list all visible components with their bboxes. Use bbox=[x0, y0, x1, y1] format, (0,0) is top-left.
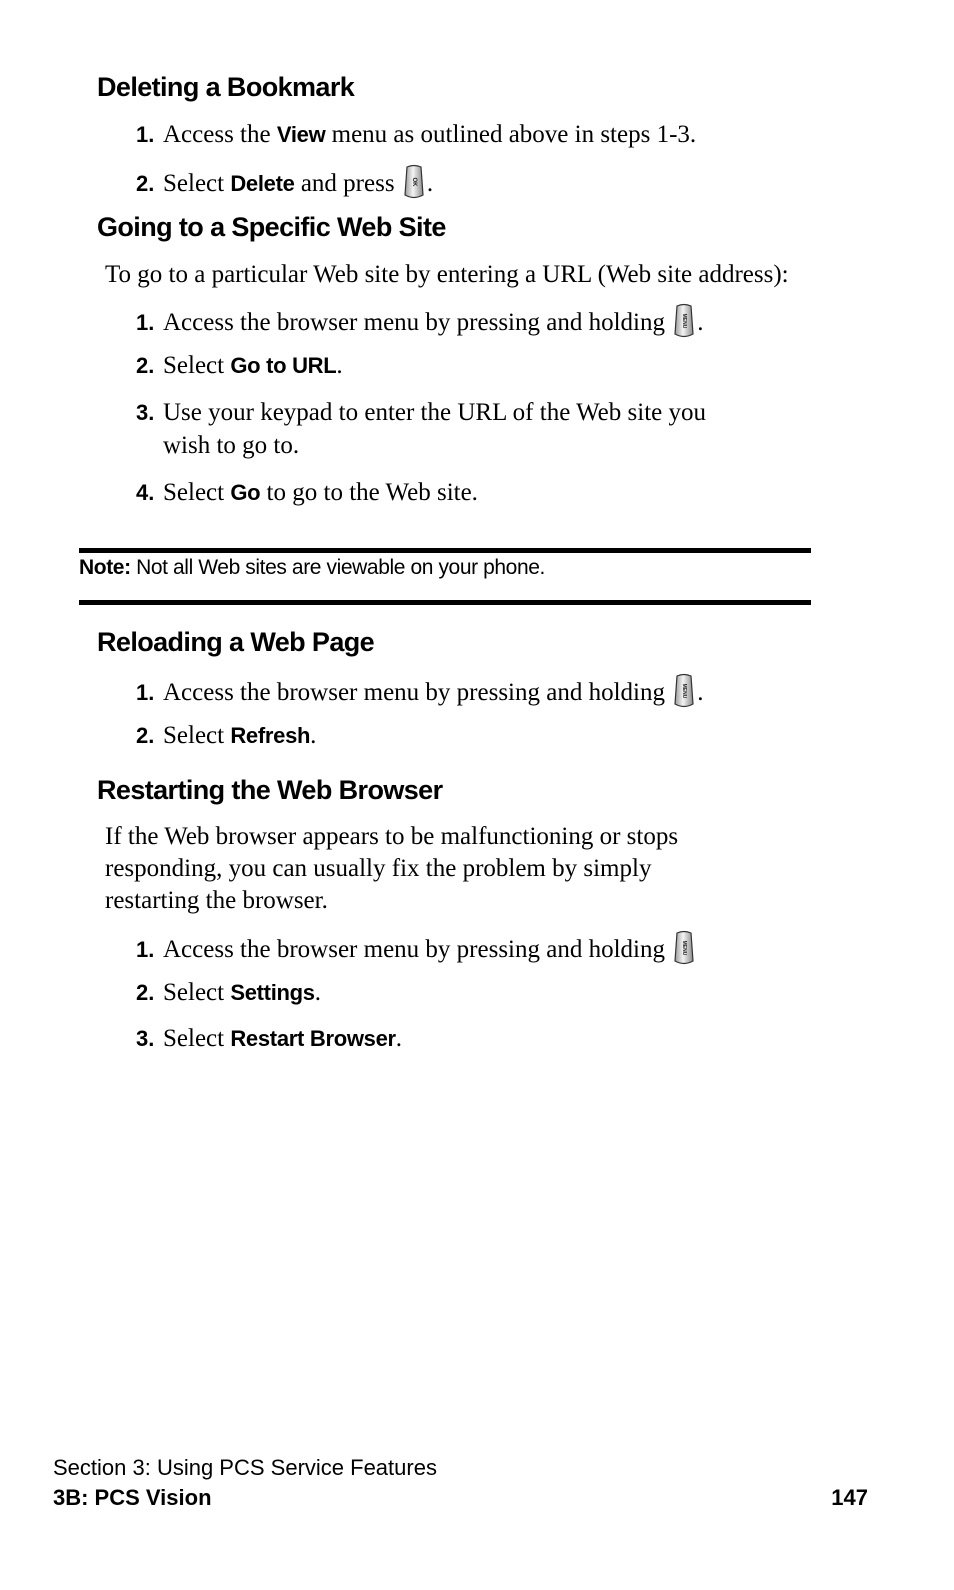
footer-chapter: 3B: PCS Vision bbox=[53, 1485, 212, 1510]
page-number: 147 bbox=[831, 1485, 868, 1510]
goto-step-1: 1. Access the browser menu by pressing and holding MENU . bbox=[136, 303, 806, 339]
restart-step-2: 2. Select Settings. bbox=[136, 979, 321, 1006]
restart-step-3: 3. Select Restart Browser. bbox=[136, 1025, 403, 1052]
reload-step-1: 1. Access the browser menu by pressing and holding MENU . bbox=[136, 673, 806, 709]
reload-step-2: 2. Select Refresh. bbox=[136, 722, 317, 749]
goto-step-2: 2. Select Go to URL. bbox=[136, 352, 343, 379]
menu-key-icon bbox=[673, 303, 695, 339]
menu-key-icon bbox=[673, 930, 695, 966]
ok-key-label: OK bbox=[410, 177, 417, 187]
note-bottom-rule bbox=[79, 600, 811, 605]
menu-key-label: MENU bbox=[681, 940, 688, 956]
heading-deleting-bookmark: Deleting a Bookmark bbox=[97, 72, 355, 102]
delete-step-1: 1. Access the View menu as outlined above in steps 1-3. bbox=[136, 121, 697, 148]
note-top-rule bbox=[79, 548, 811, 553]
heading-reloading-page: Reloading a Web Page bbox=[97, 627, 375, 657]
menu-key-icon bbox=[673, 673, 695, 709]
ok-key-icon bbox=[403, 164, 425, 200]
goto-step-4: 4. Select Go to go to the Web site. bbox=[136, 479, 478, 506]
restart-step-1: 1. Access the browser menu by pressing and holding MENU bbox=[136, 930, 806, 966]
restart-intro: If the Web browser appears to be malfunctioning or stops responding, you can usually fix the problem by simply restarting the browser. bbox=[105, 823, 679, 914]
footer-section: Section 3: Using PCS Service Features bbox=[53, 1455, 437, 1480]
delete-step-2: 2. Select Delete and press OK . bbox=[136, 164, 806, 200]
heading-restarting-browser: Restarting the Web Browser bbox=[97, 775, 443, 805]
menu-key-label: MENU bbox=[681, 683, 688, 699]
note: Note: Not all Web sites are viewable on your phone. bbox=[79, 556, 545, 579]
goto-step-3: 3. Use your keypad to enter the URL of the Web site you wish to go to. bbox=[136, 399, 706, 459]
goto-intro: To go to a particular Web site by entering a URL (Web site address): bbox=[105, 261, 789, 288]
heading-going-to-site: Going to a Specific Web Site bbox=[97, 212, 446, 242]
menu-key-label: MENU bbox=[681, 313, 688, 329]
